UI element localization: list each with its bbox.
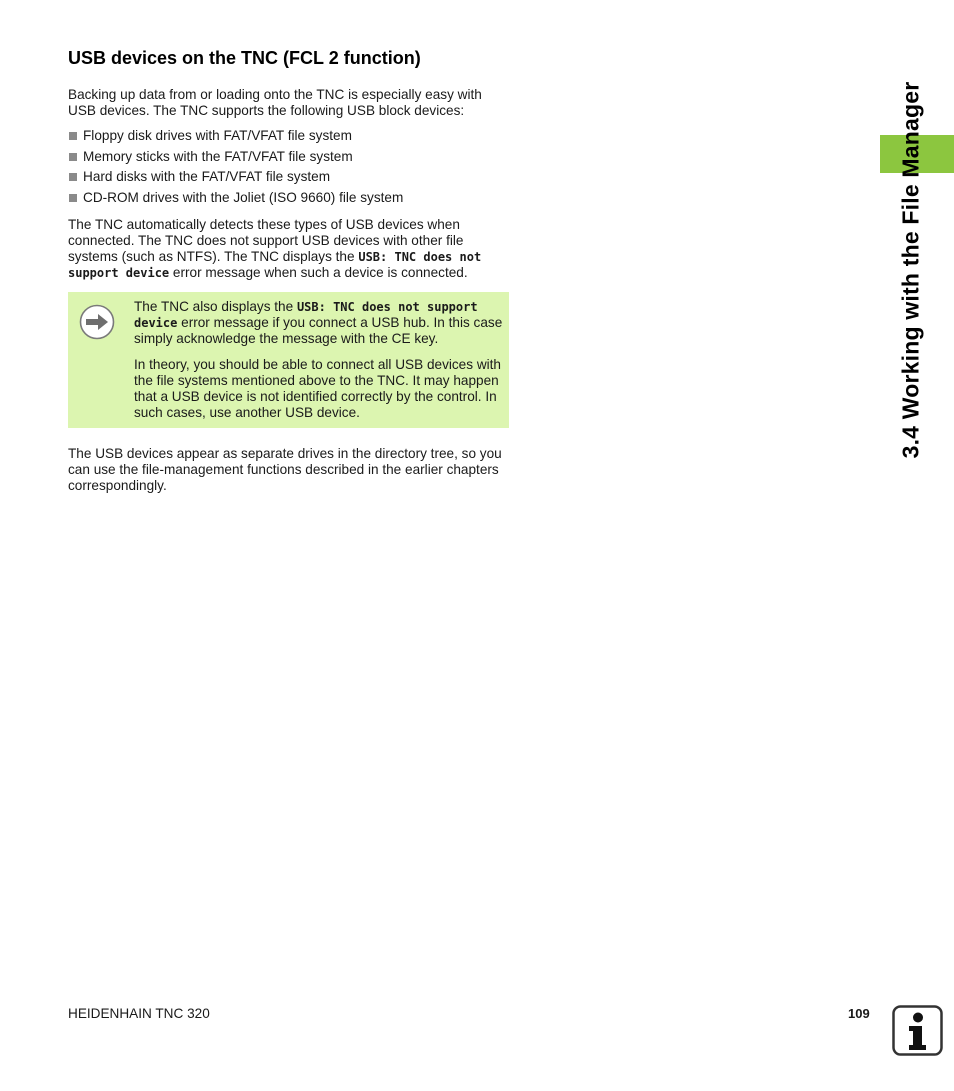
- bullet-square-icon: [69, 173, 77, 181]
- intro-paragraph: Backing up data from or loading onto the TNC is especially easy with USB devices. The TNC supports the following USB block devices:: [68, 87, 482, 118]
- closing-paragraph: The USB devices appear as separate drives in the directory tree, so you can use the file-management functions described in the earlier chapters correspondingly.: [68, 446, 502, 493]
- list-item: Memory sticks with the FAT/VFAT file system: [68, 149, 403, 170]
- footer-product: HEIDENHAIN TNC 320: [68, 1006, 210, 1021]
- section-heading: USB devices on the TNC (FCL 2 function): [68, 48, 421, 68]
- device-list: [68, 128, 403, 211]
- error-code: USB: TNC does not support device: [134, 300, 478, 330]
- page-number: 109: [848, 1006, 870, 1021]
- list-item: Floppy disk drives with FAT/VFAT file system: [68, 128, 403, 149]
- detect-paragraph: The TNC automatically detects these types of USB devices when connected. The TNC does not support USB devices with other file systems (such as NTFS). The TNC displays the USB: TNC does not support device error message when such a device is connected.: [68, 217, 482, 280]
- arrow-right-icon: [79, 304, 115, 340]
- note-paragraph-2: In theory, you should be able to connect all USB devices with the file systems mentioned above to the TNC. It may happen that a USB device is not identified correctly by the control. In such cases, use another USB device.: [134, 357, 501, 420]
- chapter-title: 3.4 Working with the File Manager: [897, 81, 924, 459]
- error-code: USB: TNC does not support device: [68, 250, 482, 280]
- list-item: Hard disks with the FAT/VFAT file system: [68, 169, 403, 190]
- note-paragraph-1: The TNC also displays the USB: TNC does not support device error message if you connect a USB hub. In this case simply acknowledge the message with the CE key.: [134, 299, 503, 346]
- bullet-square-icon: [69, 194, 77, 202]
- note-box: [68, 292, 509, 428]
- list-item: CD-ROM drives with the Joliet (ISO 9660) file system: [68, 190, 403, 211]
- bullet-square-icon: [69, 153, 77, 161]
- info-icon: [892, 1005, 943, 1056]
- bullet-square-icon: [69, 132, 77, 140]
